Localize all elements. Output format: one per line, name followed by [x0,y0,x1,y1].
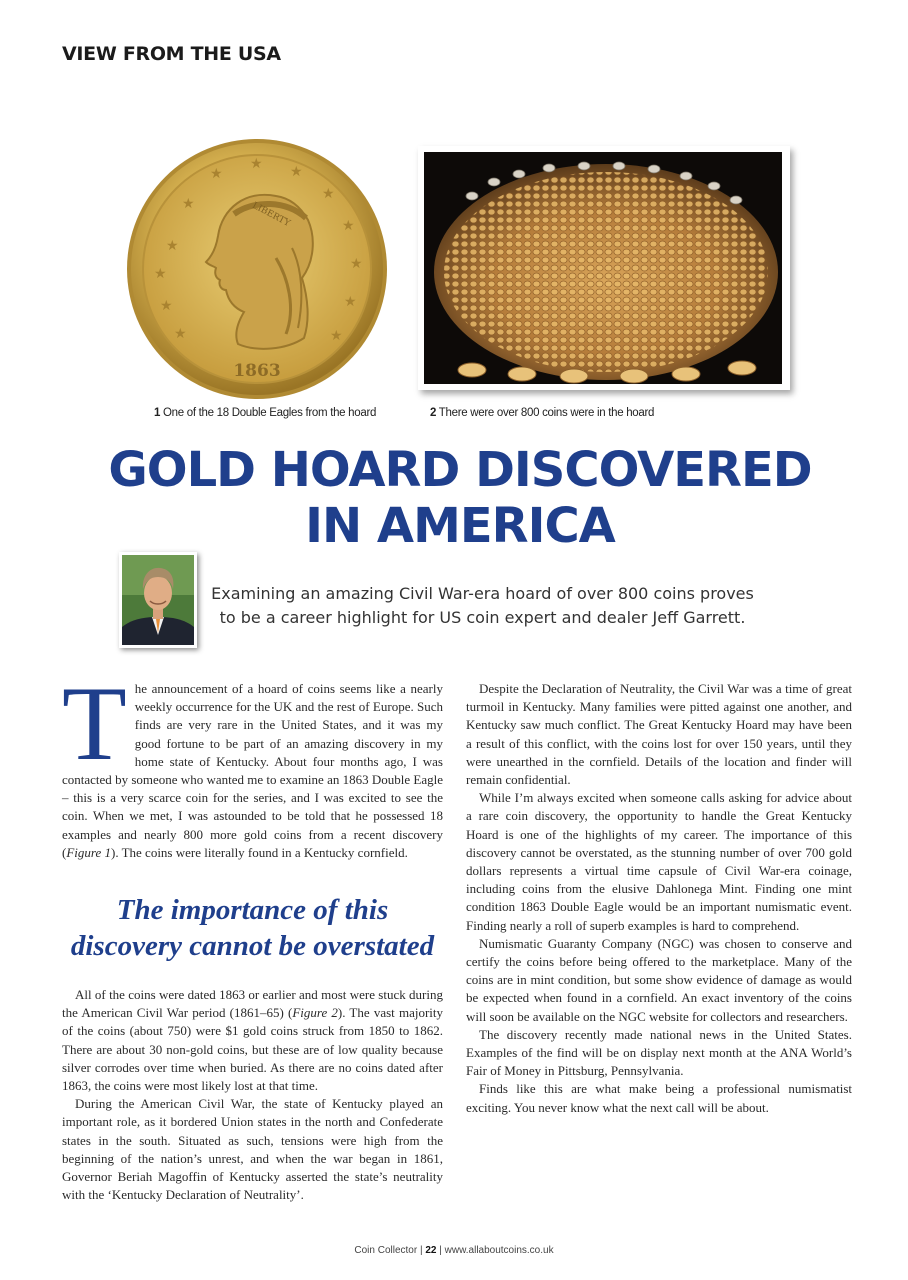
page-footer [0,1245,908,1256]
caption-2-number: 2 [430,407,437,419]
article-column-right [466,680,852,1117]
drop-cap: T [62,665,127,782]
svg-text:★: ★ [342,218,355,234]
svg-text:★: ★ [344,294,357,310]
footer-page-number: 22 [425,1245,437,1256]
section-label: VIEW FROM THE USA [62,43,281,65]
svg-text:★: ★ [174,326,187,342]
article-paragraph-6: Numismatic Guaranty Company (NGC) was chosen to conserve and certify the coins before being offered to the marketplace. Many of the coins are in mint condition, but some show evidence of damage as would be expected when found in a cornfield. An exact inventory of the coins will soon be available on the NGC website for collectors and researchers. [466,935,852,1024]
footer-magazine: Coin Collector [354,1245,418,1256]
svg-text:★: ★ [210,166,223,182]
svg-text:★: ★ [166,238,179,254]
article-paragraph-3: During the American Civil War, the state of Kentucky played an important role, as it bordered Union states in the north and Confederate states in the south. Situated as such, tensions were high from the beginning of the nation’s unrest, and when the war began in 1861, Governor Beriah Magoffin of Kentucky asserted the state’s neutrality with the ‘Kentucky Declaration of Neutrality’. [62,1096,443,1203]
footer-url: www.allaboutcoins.co.uk [444,1245,554,1256]
paragraph-1-text: he announcement of a hoard of coins seems like a nearly weekly occurrence for the UK and the rest of Europe. Such finds are very rare in the United States, and it was my good fortune to be part of an amazing discovery in my home state of Kentucky. About four months ago, I was contacted by someone who wanted me to examine an 1863 Double Eagle – this is a very scarce coin for the series, and I was excited to see the coin. When we met, I was astounded to be told that he possessed 18 examples and nearly 800 more gold coins from a recent discovery ( [62,681,443,860]
svg-text:★: ★ [322,186,335,202]
svg-text:★: ★ [160,298,173,314]
coin-ribbon-text: LIBERTY [250,200,292,229]
article-paragraph-7: The discovery recently made national news in the United States. Examples of the find will be on display next month at the ANA World’s Fair of Money in Pittsburg, Pennsylvania. [466,1026,852,1079]
figure-2-reference: Figure 2 [292,1005,338,1021]
svg-text:★: ★ [182,196,195,212]
coin-hoard-illustration [424,152,782,384]
caption-1-number: 1 [154,407,161,419]
article-paragraph-2 [62,986,443,1095]
article-paragraph-8: Finds like this are what make being a professional numismatist exciting. You never know what the next call will be about. [466,1081,852,1115]
article-paragraph-4: Despite the Declaration of Neutrality, the Civil War was a time of great turmoil in Kentucky. Many families were pitted against one another, and Kentucky saw much conflict. The Great Kentucky Hoard may have been a result of this conflict, with the coins lost for over 150 years, until they were unearthed in the cornfield. Details of the location and finder will remain confidential. [466,681,852,788]
author-photo [119,552,197,648]
coin-image [126,138,388,400]
paragraph-1-end: ). The coins were literally found in a Kentucky cornfield. [111,844,408,860]
figure-1-reference: Figure 1 [66,844,111,860]
paragraph-2-end: ). The vast majority of the coins (about 750) were $1 gold coins struck from 1850 to 1862. There are about 30 non-gold coins, but these are of low quality because silver corrodes over time when buried. As there are no coins dated after 1863, the coins were most likely lost at that time. [62,1005,443,1094]
double-eagle-coin-illustration [126,138,388,400]
paragraph-2-text: All of the coins were dated 1863 or earlier and most were stuck during the American Civil War period (1861–65) ( [62,987,443,1021]
footer-separator-2: | [436,1245,445,1256]
author-portrait-illustration [122,555,194,645]
caption-figure-1 [154,407,376,419]
article-paragraph-1 [62,665,443,862]
caption-2-text: There were over 800 coins were in the hoard [438,407,655,419]
svg-text:★: ★ [154,266,167,282]
svg-text:★: ★ [330,328,343,344]
standfirst: Examining an amazing Civil War-era hoard of over 800 coins proves to be a career highlight for US coin expert and dealer Jeff Garrett. [211,584,754,627]
coin-date: 1863 [233,361,281,381]
footer-separator-1: | [417,1245,426,1256]
caption-1-text: One of the 18 Double Eagles from the hoard [163,407,377,419]
article-column-left [62,665,443,1204]
article-paragraph-5: While I’m always excited when someone calls asking for advice about a rare coin discovery, the opportunity to handle the Great Kentucky Hoard is one of the highlights of my career. The importance of this discovery cannot be overstated, as the stunning number of over 700 gold dollars represents a virtual time capsule of Civil War-era coinage, including coins from the elusive Dahlonega Mint. Finding one mint condition 1863 Double Eagle would be an important numismatic event. Finding nearly a roll of superb examples is hard to comprehend. [466,790,852,933]
caption-figure-2 [430,407,654,419]
headline-line-2: IN AMERICA [305,498,615,554]
svg-text:★: ★ [250,156,263,172]
svg-text:★: ★ [290,164,303,180]
headline-line-1: GOLD HOARD DISCOVERED [108,442,812,498]
hoard-photo [418,146,790,390]
svg-text:★: ★ [350,256,363,272]
pull-quote: The importance of this discovery cannot be overstated [70,894,435,963]
headline [60,442,860,554]
